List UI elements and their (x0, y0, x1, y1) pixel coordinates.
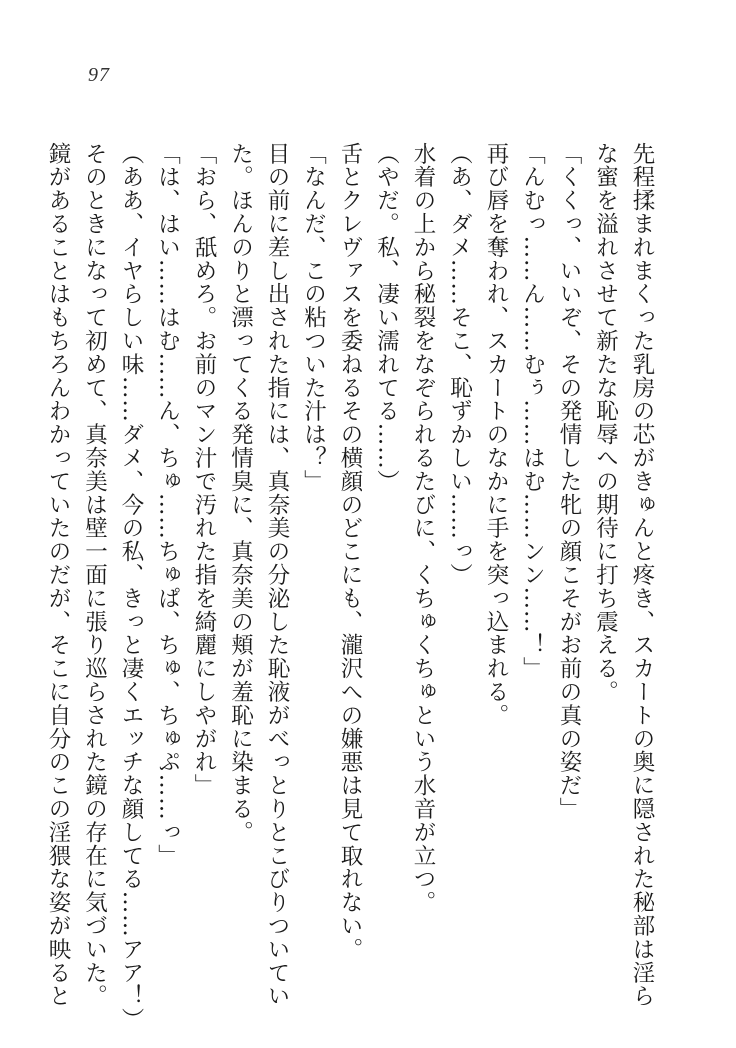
text-line: 「なんだ、この粘ついた汁は？」 (300, 142, 327, 493)
text-line: （やだ。私、凄い濡れてる……） (373, 142, 400, 493)
text-line: 舌とクレヴァスを委ねるその横顔のどこにも、瀧沢への嫌悪は見て取れない。 (337, 142, 363, 961)
text-line: そのときになって初めて、真奈美は壁一面に張り巡らされた鏡の存在に気づいた。 (81, 142, 108, 1008)
text-line: 「くくっ、いいぞ、その発情した牝の顔こそがお前の真の姿だ」 (556, 142, 582, 821)
text-line: 水着の上から秘裂をなぞられるたびに、くちゅくちゅという水音が立つ。 (410, 142, 436, 915)
page-number: 97 (88, 64, 110, 86)
text-line: 「おら、舐めろ。お前のマン汁で汚れた指を綺麗にしやがれ」 (191, 142, 217, 798)
text-line: な蜜を溢れさせて新たな恥辱への期待に打ち震える。 (592, 142, 619, 704)
text-line: 目の前に差し出された指には、真奈美の分泌した恥液がべっとりとこびりついてい (264, 142, 290, 1008)
text-line: 先程揉まれまくった乳房の芯がきゅんと疼き、スカートの奥に隠された秘部は淫ら (629, 142, 655, 1008)
text-line: （ああ、イヤらしい味……ダメ、今の私、きっと凄くエッチな顔してる……アア！） (118, 142, 144, 1032)
text-line: 鏡があることはもちろんわかっていたのだが、そこに自分のこの淫猥な姿が映ると (45, 142, 71, 1008)
text-line: 再び唇を奪われ、スカートのなかに手を突っ込まれる。 (483, 142, 509, 727)
text-line: た。ほんのりと漂ってくる発情臭に、真奈美の頬が羞恥に染まる。 (227, 142, 254, 844)
text-line: 「んむっ……ん……むぅ……はむ……ンン……！」 (519, 142, 546, 681)
text-line: 「は、はい……はむ……ん、ちゅ……ちゅぱ、ちゅ、ちゅぷ……っ」 (154, 142, 181, 868)
vertical-body-text (45, 142, 660, 1032)
text-line: （あ、ダメ……そこ、恥ずかしい……っ） (446, 142, 473, 587)
